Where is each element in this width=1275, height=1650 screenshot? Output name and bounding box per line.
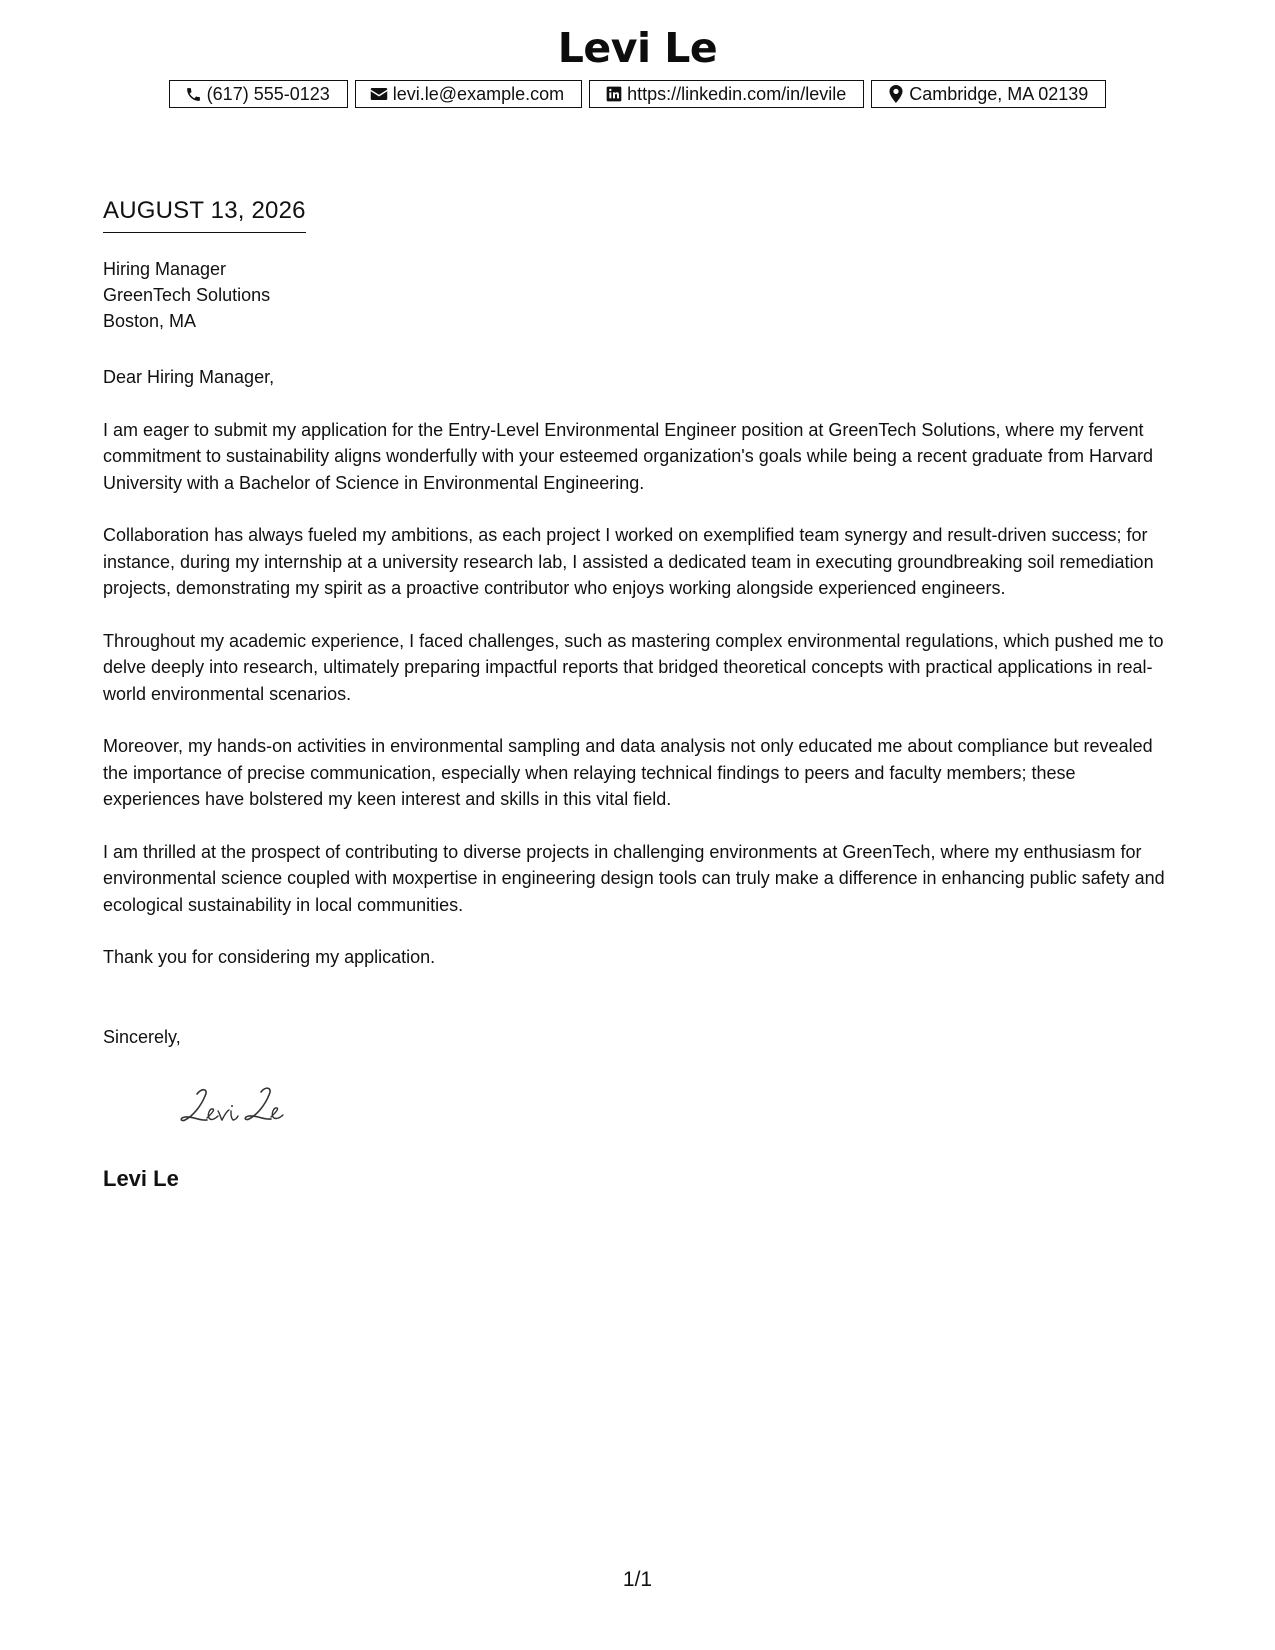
body-paragraph: Thank you for considering my application.	[103, 947, 436, 967]
letter-body	[103, 364, 1175, 997]
contact-phone	[169, 80, 348, 108]
phone-text: (617) 555-0123	[206, 83, 330, 104]
recipient-title: Hiring Manager	[103, 259, 227, 279]
contact-linkedin	[589, 80, 864, 108]
phone-icon	[184, 85, 203, 103]
body-paragraph: Moreover, my hands-on activities in environmental sampling and data analysis not only educated me about compliance but revealed the importance of precise communication, especially when relaying technical findings to peers and faculty members; these experiences have bolstered my keen interest and skills in this vital field.	[103, 736, 1153, 809]
body-paragraph: Throughout my academic experience, I faced challenges, such as mastering complex environmental regulations, which pushed me to delve deeply into research, ultimately preparing impactful reports that bridged theoretical concepts with practical applications in real-world environmental scenarios.	[103, 630, 1164, 704]
recipient-block	[103, 256, 270, 334]
letter-date: AUGUST 13, 2026	[103, 196, 306, 233]
salutation: Dear Hiring Manager,	[103, 367, 275, 387]
body-paragraph: I am thrilled at the prospect of contributing to diverse projects in challenging environments at GreenTech, where my enthusiasm for environmental science coupled with мoxpertise in engineering design tools can truly make a difference in enhancing public safety and ecological sustainability in local communities.	[103, 841, 1165, 915]
linkedin-icon	[604, 85, 623, 103]
envelope-icon	[370, 85, 389, 103]
body-paragraph: I am eager to submit my application for the Entry-Level Environmental Engineer position at GreenTech Solutions, where my fervent commitment to sustainability aligns wonderfully with your esteemed organization's goals while being a recent graduate from Harvard University with a Bachelor of Science in Environmental Engineering.	[103, 419, 1153, 493]
location-text: Cambridge, MA 02139	[909, 83, 1089, 104]
contact-location	[871, 80, 1106, 108]
linkedin-text: https://linkedin.com/in/levile	[627, 83, 847, 104]
applicant-name-heading: Levi Le	[557, 24, 718, 72]
recipient-company: GreenTech Solutions	[103, 285, 271, 305]
closing-text: Sincerely,	[103, 1027, 181, 1047]
signed-name: Levi Le	[103, 1166, 179, 1191]
contact-info-row	[0, 80, 1275, 108]
handwritten-signature	[175, 1080, 295, 1130]
body-paragraph: Collaboration has always fueled my ambitions, as each project I worked on exemplified team synergy and result-driven success; for instance, during my internship at a university research lab, I assisted a dedicated team in executing groundbreaking soil remediation projects, demonstrating my spirit as a proactive contributor who enjoys working alongside experienced engineers.	[103, 525, 1154, 598]
email-text: levi.le@example.com	[392, 83, 565, 104]
map-pin-icon	[886, 85, 905, 103]
contact-email	[355, 80, 582, 108]
page-number: 1/1	[622, 1568, 653, 1591]
recipient-city: Boston, MA	[103, 311, 197, 331]
